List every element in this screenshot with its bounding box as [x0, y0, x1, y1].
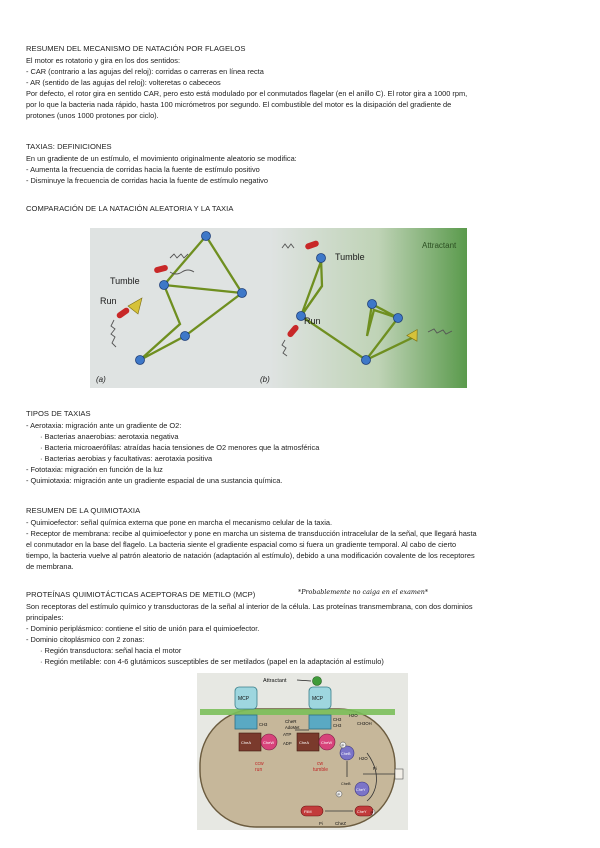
label-chey: CheY: [356, 788, 366, 792]
run-node: [362, 356, 371, 365]
label-mcp-left: MCP: [238, 696, 250, 702]
label-tumble-a: Tumble: [110, 276, 140, 286]
text-line: el conmutador en la base del flagelo. La bacteria siente el gradiente espacial como si fuera un gradiente temporal. Al cabo de cierto: [26, 540, 457, 549]
label-adp: ADP: [283, 741, 292, 746]
label-mcp-right: MCP: [312, 696, 324, 702]
mcp-cytoplasmic-left: [235, 715, 257, 729]
label-ch3-a: CH3: [259, 722, 268, 727]
label-pi-b: Pi: [319, 821, 323, 826]
figure-mcp-signaling-drawing: [197, 673, 408, 830]
section-body-tipos: [26, 420, 319, 486]
label-pi-a: Pi: [373, 766, 377, 771]
section-body-taxias: [26, 153, 297, 186]
label-cheb-p: CheB: [341, 782, 351, 786]
label-run-b: Run: [304, 316, 321, 326]
label-ch3-c: CH3: [333, 723, 342, 728]
text-line: Por defecto, el rotor gira en sentido CAR, pero esto está modulado por el conmutados flagelar (en el anillo C). El rotor gira a 1000 rpm,: [26, 89, 468, 98]
label-run: run: [255, 767, 263, 773]
run-node: [317, 254, 326, 263]
text-line: - CAR (contrario a las agujas del reloj): corridas o carreras en línea recta: [26, 67, 264, 76]
membrane: [200, 709, 395, 715]
figure-mcp-signaling: [197, 673, 408, 830]
attractant-molecule: [313, 677, 322, 686]
label-ch3-b: CH3: [333, 717, 342, 722]
text-line: · Bacteria microaerófilas: atraídas hacia tensiones de O2 menores que la atmosférica: [40, 443, 320, 452]
text-line: Son receptoras del estímulo químico y transductoras de la señal al interior de la célula. Las proteínas transmembrana, con dos dominios: [26, 602, 473, 611]
label-flim: FliM: [304, 809, 312, 814]
text-line: tiempo, la bacteria vuelve al patrón aleatorio de natación (adaptación al estímulo), debido a una modificación covalente de los receptores: [26, 551, 475, 560]
label-chea-a: CheA: [241, 740, 252, 745]
label-chey-p: CheY: [357, 810, 367, 814]
label-cheb: CheB: [341, 752, 351, 756]
section-title-flagelos: RESUMEN DEL MECANISMO DE NATACIÓN POR FLAGELOS: [26, 44, 246, 53]
figure-random-vs-taxis: [90, 228, 467, 388]
label-panel-a: (a): [96, 375, 106, 384]
section-body-mcp: [26, 601, 473, 667]
run-node: [368, 300, 377, 309]
label-panel-b: (b): [260, 375, 270, 384]
text-line: · Bacterias anaerobias: aerotaxia negativa: [40, 432, 179, 441]
run-node: [136, 356, 145, 365]
text-line: - AR (sentido de las agujas del reloj): volteretas o cabeceos: [26, 78, 221, 87]
label-cw: cw: [317, 761, 324, 767]
text-line: · Región transductora: señal hacia el motor: [40, 646, 182, 655]
label-tumble: tumble: [313, 767, 329, 773]
flagellar-motor-icon: [395, 769, 403, 779]
text-line: - Quimioefector: señal química externa que pone en marcha el mecanismo celular de la taxia.: [26, 518, 333, 527]
label-cher: CheR: [285, 719, 297, 724]
label-ch3oh: CH3OH: [357, 721, 372, 726]
section-body-quimiotaxia: [26, 517, 477, 572]
text-line: - Dominio citoplásmico con 2 zonas:: [26, 635, 145, 644]
text-line: - Dominio periplásmico: contiene el sitio de unión para el quimioefector.: [26, 624, 260, 633]
figure-random-vs-taxis-drawing: [90, 228, 467, 388]
text-line: - Fototaxia: migración en función de la luz: [26, 465, 163, 474]
label-run-a: Run: [100, 296, 117, 306]
section-title-tipos: TIPOS DE TAXIAS: [26, 409, 91, 418]
section-title-quimiotaxia: RESUMEN DE LA QUIMIOTAXIA: [26, 506, 141, 515]
text-line: - Receptor de membrana: recibe al quimioefector y pone en marcha un sistema de transducción intracelular de la señal, que llegará hasta: [26, 529, 477, 538]
label-p-a: P: [341, 744, 344, 748]
text-line: - Quimiotaxia: migración ante un gradiente espacial de una sustancia química.: [26, 476, 283, 485]
text-line: · Región metilable: con 4-6 glutámicos susceptibles de ser metilados (papel en la adaptación al estímulo): [40, 657, 384, 666]
text-line: El motor es rotatorio y gira en los dos sentidos:: [26, 56, 181, 65]
text-line: de membrana.: [26, 562, 74, 571]
label-attractant: Attractant: [422, 241, 457, 250]
run-node: [238, 289, 247, 298]
mcp-cytoplasmic-right: [309, 715, 331, 729]
section-title-mcp: PROTEÍNAS QUIMIOTÁCTICAS ACEPTORAS DE METILO (MCP): [26, 590, 256, 599]
text-line: En un gradiente de un estímulo, el movimiento originalmente aleatorio se modifica:: [26, 154, 297, 163]
label-chew-b: CheW: [321, 740, 333, 745]
text-line: por lo que la bacteria nada rápido, hasta 100 micrómetros por segundo. El combustible del motor es la disipación del gradiente de: [26, 100, 452, 109]
label-h2o-b: H2O: [359, 756, 368, 761]
label-attractant: Attractant: [263, 678, 287, 684]
handwritten-note: *Probablemente no caiga en el examen*: [298, 588, 429, 596]
text-line: principales:: [26, 613, 64, 622]
label-chew-a: CheW: [263, 740, 275, 745]
run-node: [394, 314, 403, 323]
text-line: protones (unos 1000 protones por ciclo).: [26, 111, 159, 120]
text-line: - Disminuye la frecuencia de corridas hacia la fuente de estímulo negativo: [26, 176, 268, 185]
run-node: [160, 281, 169, 290]
run-node: [181, 332, 190, 341]
run-node: [202, 232, 211, 241]
label-chea-b: CheA: [299, 740, 310, 745]
text-line: - Aerotaxia: migración ante un gradiente de O2:: [26, 421, 182, 430]
label-adomet: AdoMet: [285, 725, 300, 730]
label-atp: ATP: [283, 732, 292, 737]
text-line: - Aumenta la frecuencia de corridas hacia la fuente de estímulo positivo: [26, 165, 260, 174]
section-body-flagelos: [26, 55, 467, 121]
label-p-c: P: [370, 811, 373, 815]
label-chez: CheZ: [335, 821, 347, 826]
label-tumble-b: Tumble: [335, 252, 365, 262]
section-title-comparacion: COMPARACIÓN DE LA NATACIÓN ALEATORIA Y LA TAXIA: [26, 204, 234, 213]
label-ccw: ccw: [255, 761, 264, 767]
text-line: · Bacterias aerobias y facultativas: aerotaxia positiva: [40, 454, 213, 463]
label-p-b: P: [337, 793, 340, 797]
section-title-taxias: TAXIAS: DEFINICIONES: [26, 142, 112, 151]
label-h2o-a: H2O: [349, 713, 358, 718]
